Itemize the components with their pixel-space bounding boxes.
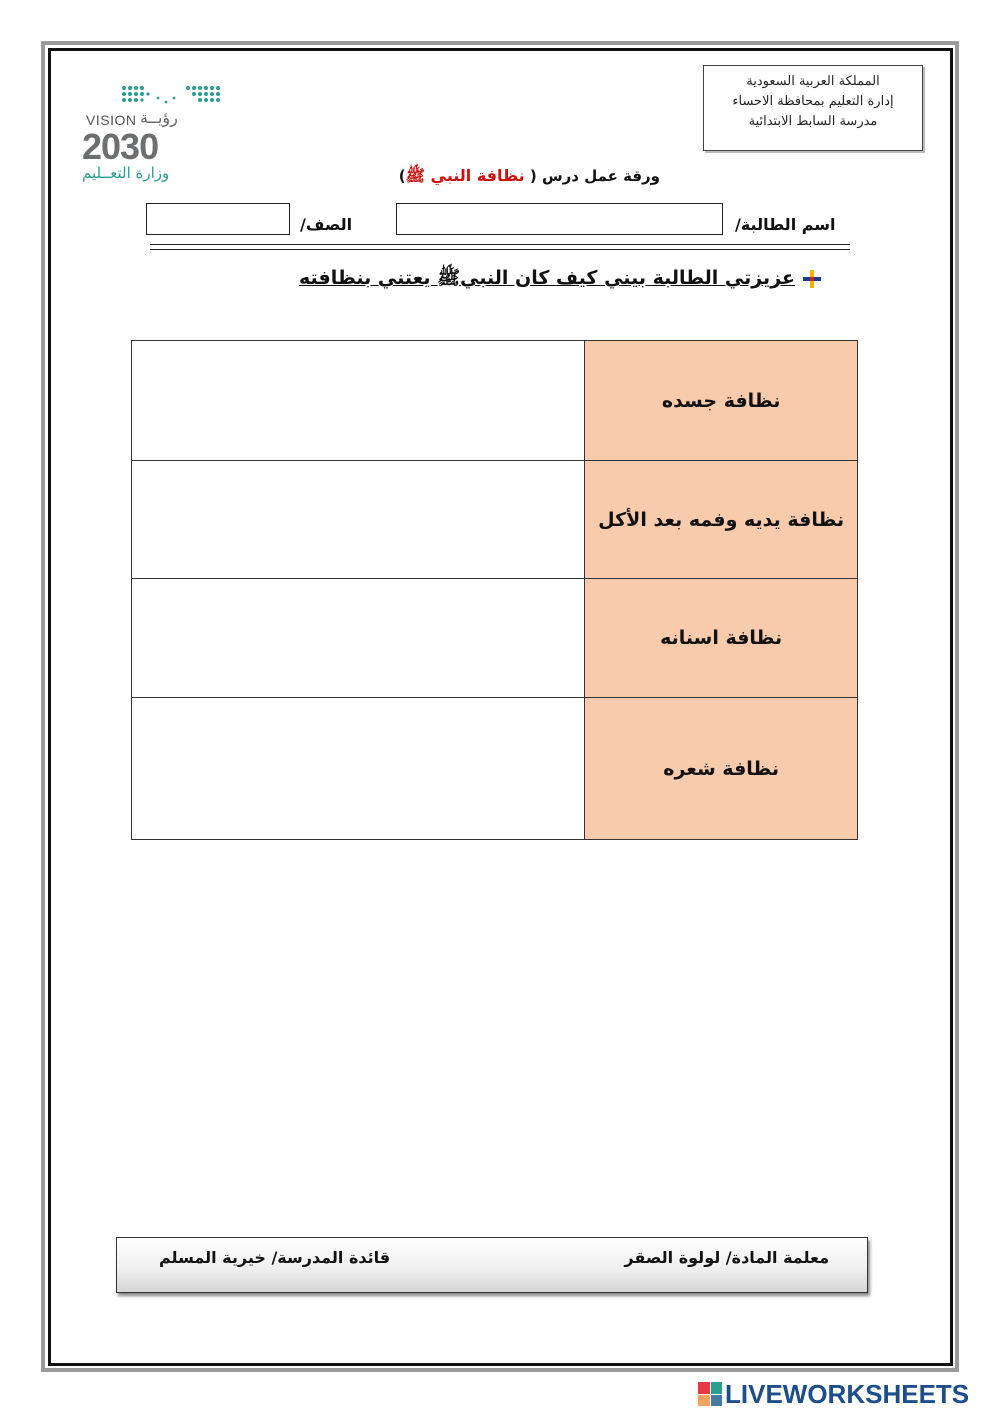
answer-cell[interactable] (132, 461, 585, 579)
cleanliness-table (131, 340, 858, 840)
logo-ministry-text: وزارة التعــليم (82, 164, 170, 182)
instruction-text: عزيزتي الطالبة بيني كيف كان النبيﷺ يعتني بنظافته (299, 267, 795, 289)
label-cell: نظافة يديه وفمه بعد الأكل (585, 461, 858, 579)
answer-cell[interactable] (132, 341, 585, 461)
table-row (132, 579, 858, 698)
worksheet-title-suffix: ) (398, 167, 406, 185)
table-row (132, 341, 858, 461)
class-label: الصف/ (300, 215, 353, 234)
logo-dots-icon (118, 82, 230, 110)
instruction (299, 266, 823, 294)
table-row (132, 698, 858, 840)
label-cell: نظافة شعره (585, 698, 858, 840)
logo-vision-text: VISION (86, 112, 137, 128)
liveworksheets-text: LIVEWORKSHEETS (725, 1378, 970, 1409)
principal-name: قائدة المدرسة/ خيرية المسلم (159, 1248, 391, 1267)
logo-year-text: 2030 (82, 126, 159, 167)
liveworksheets-logo-icon (698, 1382, 722, 1406)
liveworksheets-brand[interactable] (698, 1380, 969, 1408)
teacher-name: معلمة المادة/ لولوة الصقر (624, 1248, 829, 1267)
star-bullet-icon (801, 268, 823, 290)
class-input[interactable] (146, 203, 290, 235)
worksheet-lesson-name: نظافة النبي ﷺ (405, 166, 525, 185)
student-name-input[interactable] (396, 203, 723, 235)
logo-ruya-text: رؤيــة (140, 108, 178, 127)
label-cell: نظافة اسنانه (585, 579, 858, 698)
table-row (132, 461, 858, 579)
answer-cell[interactable] (132, 579, 585, 698)
header-directorate: إدارة التعليم بمحافظة الاحساء (732, 94, 894, 109)
worksheet-title-prefix: ورقة عمل درس ( (529, 167, 660, 185)
label-cell: نظافة جسده (585, 341, 858, 461)
student-name-label: اسم الطالبة/ (735, 215, 836, 234)
school-header-box (703, 65, 923, 151)
footer-signatures (116, 1237, 868, 1293)
answer-cell[interactable] (132, 698, 585, 840)
header-school: مدرسة السابط الابتدائية (748, 114, 878, 129)
vision-2030-logo (82, 82, 232, 187)
worksheet-title (380, 166, 660, 189)
header-country: المملكة العربية السعودية (746, 74, 880, 89)
header-divider (150, 244, 850, 250)
